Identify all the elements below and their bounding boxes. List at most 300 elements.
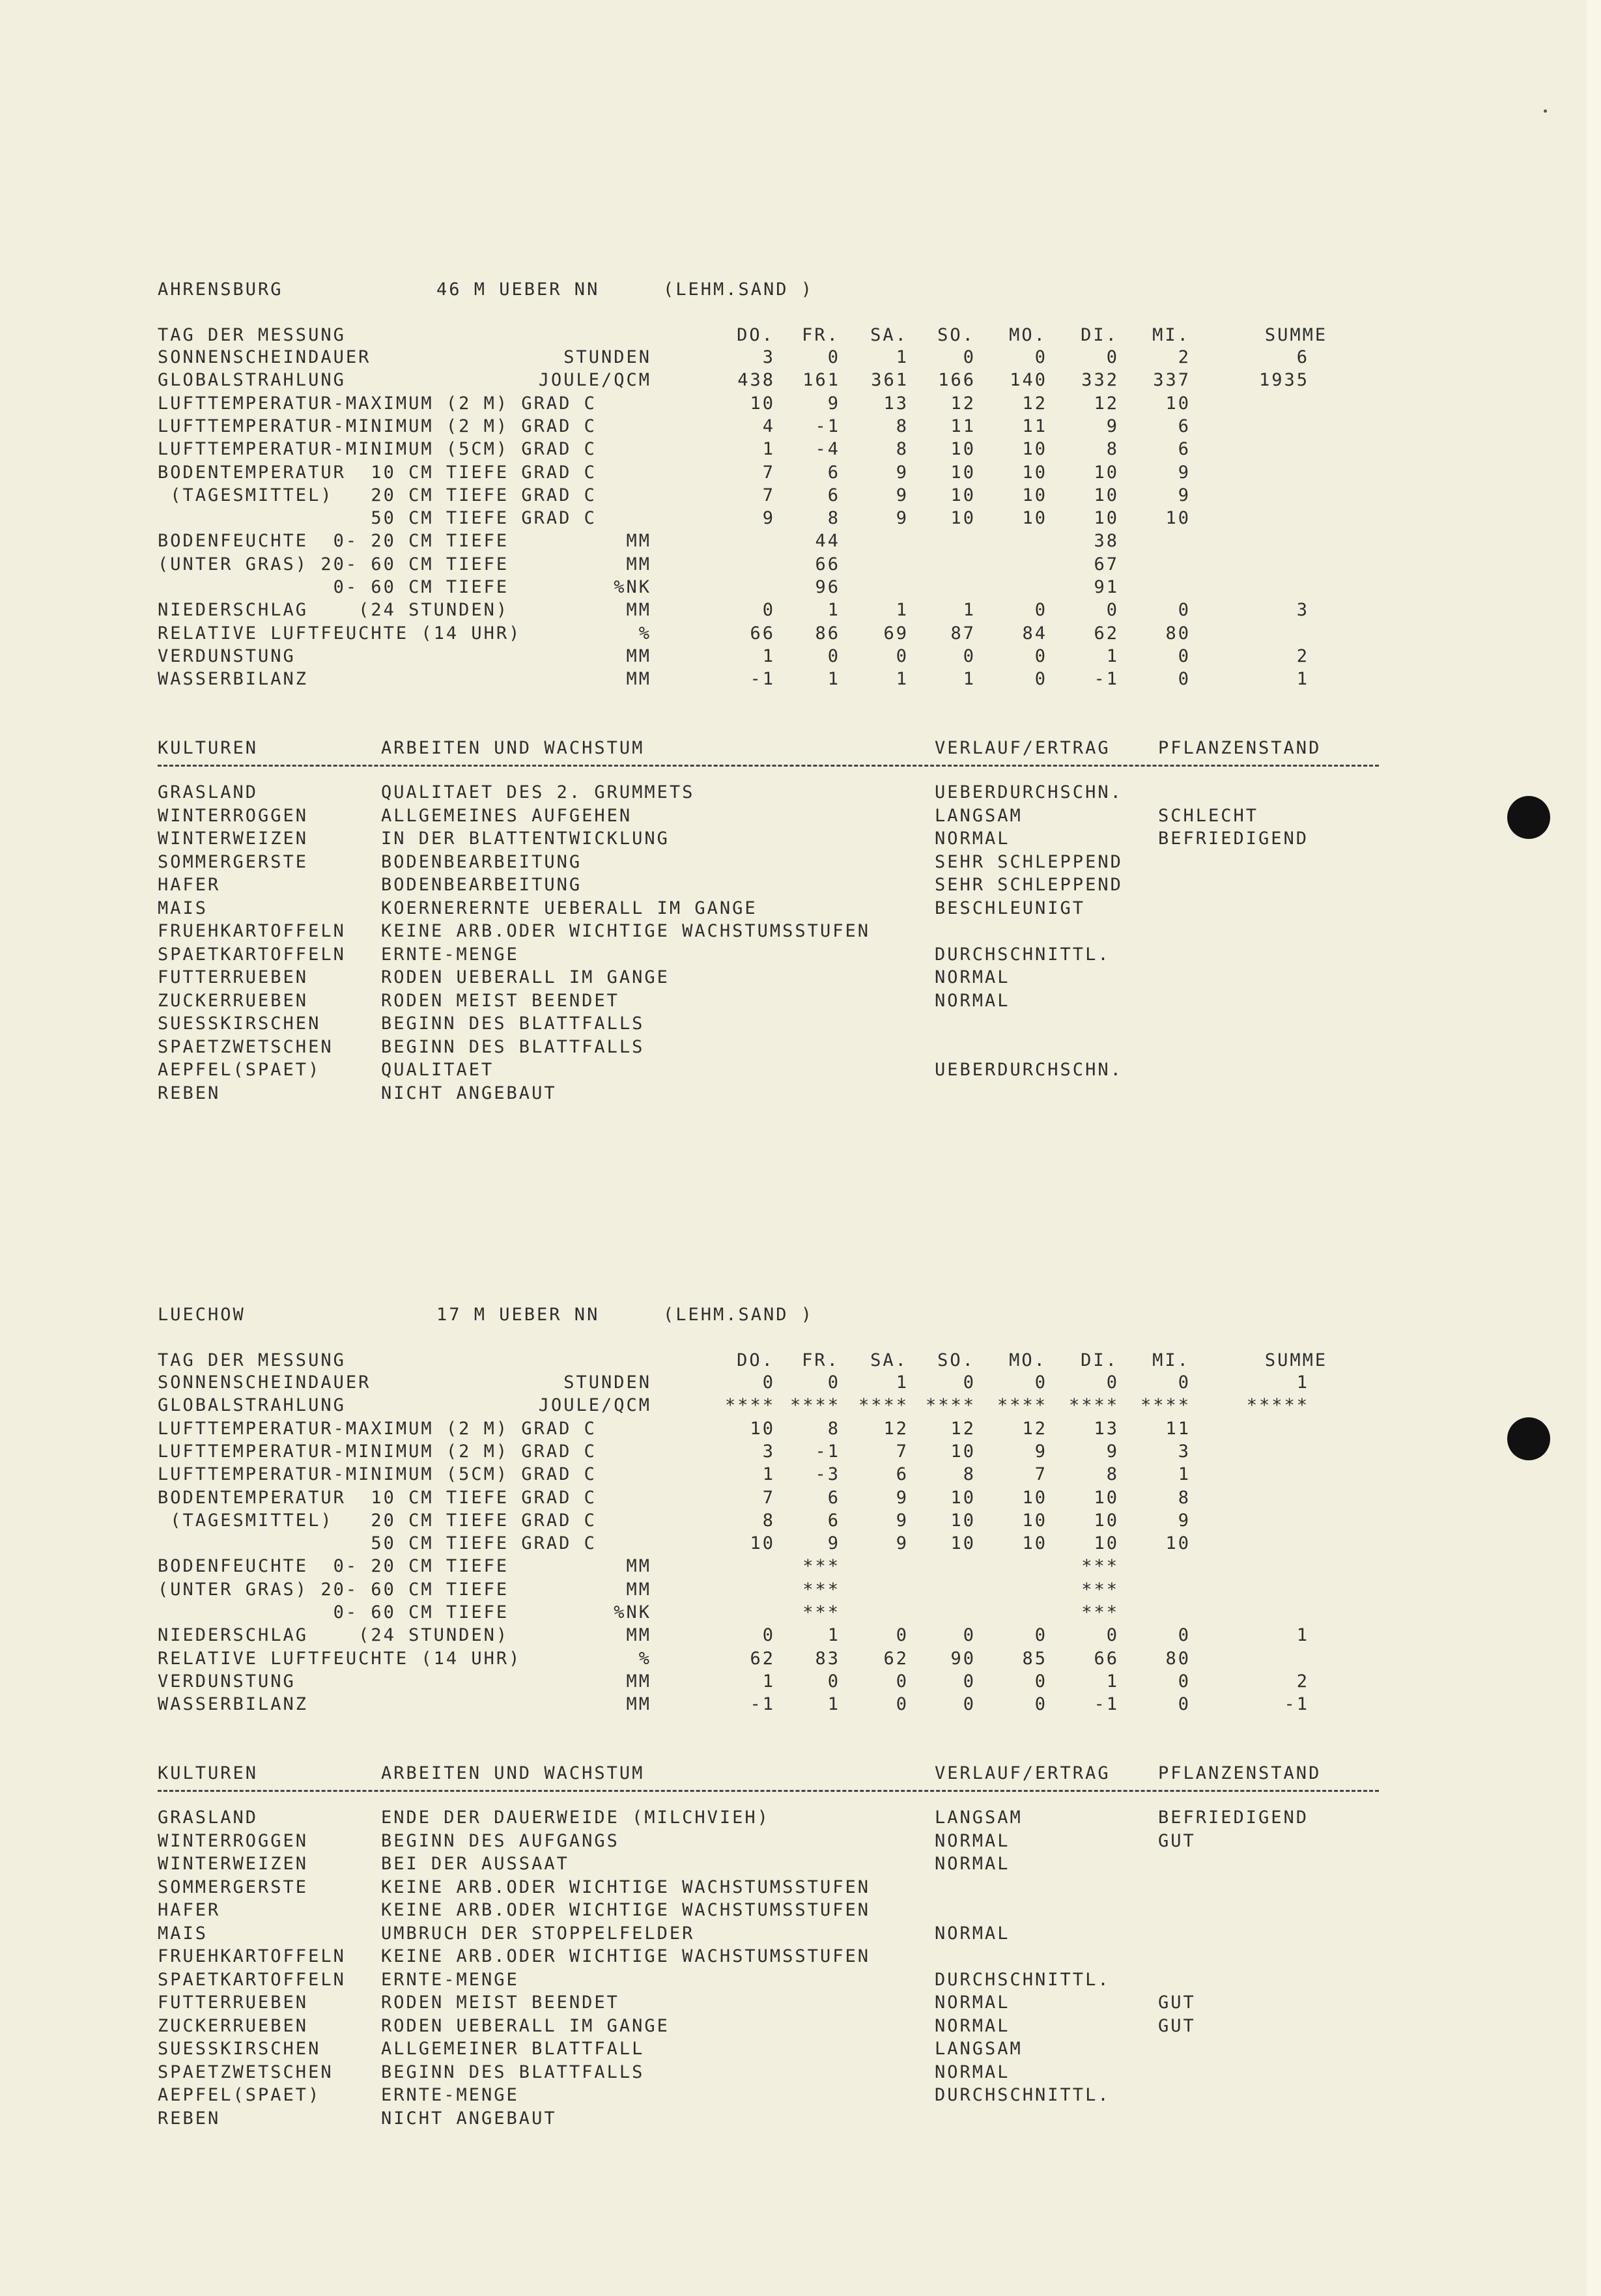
weather-value-cell: 1 bbox=[827, 1625, 840, 1646]
weather-row-label: RELATIVE LUFTFEUCHTE (14 UHR) bbox=[158, 1648, 522, 1669]
crop-work: KEINE ARB.ODER WICHTIGE WACHSTUMSSTUFEN bbox=[381, 921, 870, 941]
day-header: MO. bbox=[1009, 325, 1047, 345]
weather-value-cell: **** bbox=[1068, 1395, 1119, 1416]
crop-work: ALLGEMEINER BLATTFALL bbox=[381, 2039, 645, 2059]
crop-course: SEHR SCHLEPPEND bbox=[935, 875, 1123, 895]
weather-row-label: SONNENSCHEINDAUER bbox=[158, 1372, 371, 1393]
weather-row-label: VERDUNSTUNG bbox=[158, 645, 296, 666]
weather-value-cell: 6 bbox=[827, 462, 840, 483]
weather-value-cell: 69 bbox=[883, 623, 909, 644]
weather-row-unit: JOULE/QCM bbox=[538, 1395, 651, 1416]
weather-value-cell: 0 bbox=[827, 1671, 840, 1692]
crops-header-crop: KULTUREN bbox=[158, 1763, 259, 1783]
crop-course: DURCHSCHNITTL. bbox=[935, 944, 1111, 965]
weather-value-cell: 10 bbox=[950, 1533, 976, 1554]
weather-value-cell: 0 bbox=[963, 645, 976, 666]
weather-value-cell: 0 bbox=[762, 1625, 775, 1646]
crop-work: KEINE ARB.ODER WICHTIGE WACHSTUMSSTUFEN bbox=[381, 1877, 870, 1897]
weather-value-cell: 10 bbox=[950, 439, 976, 460]
crops-header-stand: PFLANZENSTAND bbox=[1158, 738, 1322, 758]
weather-value-cell: 13 bbox=[883, 393, 909, 414]
crop-name: ZUCKERRUEBEN bbox=[158, 990, 309, 1011]
weather-value-cell: 9 bbox=[896, 1487, 909, 1508]
weather-value-cell: 0 bbox=[1034, 600, 1047, 621]
sum-header: SUMME bbox=[1264, 1350, 1328, 1370]
crop-work: ENDE DER DAUERWEIDE (MILCHVIEH) bbox=[381, 1807, 770, 1828]
weather-value-cell: 1 bbox=[827, 600, 840, 621]
crop-name: GRASLAND bbox=[158, 782, 259, 802]
crop-name: FUTTERRUEBEN bbox=[158, 1992, 309, 2013]
separator-line bbox=[158, 1790, 1379, 1792]
crop-work: ERNTE-MENGE bbox=[381, 2085, 519, 2105]
weather-row-unit: STUNDEN bbox=[563, 347, 651, 367]
weather-value-cell: 0 bbox=[1034, 645, 1047, 666]
weather-row-label: 0- 60 CM TIEFE bbox=[158, 1602, 509, 1623]
weather-value-cell: 10 bbox=[1022, 1487, 1047, 1508]
crop-name: MAIS bbox=[158, 1923, 208, 1944]
crop-course: NORMAL bbox=[935, 1854, 1010, 1874]
weather-value-cell: 9 bbox=[896, 508, 909, 529]
weather-value-cell: 0 bbox=[963, 347, 976, 367]
weather-value-cell: 1 bbox=[762, 439, 775, 460]
weather-value-cell: 0 bbox=[1106, 1625, 1119, 1646]
weather-row-label: LUFTTEMPERATUR-MAXIMUM (2 M) GRAD C bbox=[158, 393, 597, 414]
weather-row-label: 50 CM TIEFE GRAD C bbox=[158, 1533, 597, 1554]
crop-work: ERNTE-MENGE bbox=[381, 944, 519, 965]
weather-value-cell: 62 bbox=[883, 1648, 909, 1669]
weather-value-cell: 10 bbox=[950, 508, 976, 529]
weather-value-cell: 1 bbox=[827, 669, 840, 690]
weather-value-cell: 66 bbox=[750, 623, 775, 644]
weather-value-cell: 0 bbox=[963, 1372, 976, 1393]
day-header: FR. bbox=[802, 1350, 840, 1370]
weather-value-cell: 10 bbox=[750, 1533, 775, 1554]
weather-sum-cell: 3 bbox=[1296, 600, 1309, 621]
weather-value-cell: 12 bbox=[950, 1418, 976, 1439]
weather-value-cell: 0 bbox=[1106, 347, 1119, 367]
weather-row-label: RELATIVE LUFTFEUCHTE (14 UHR) bbox=[158, 623, 522, 644]
weather-value-cell: 7 bbox=[762, 485, 775, 505]
weather-value-cell: 438 bbox=[737, 370, 775, 391]
crop-course: BESCHLEUNIGT bbox=[935, 898, 1086, 918]
weather-row-unit: MM bbox=[626, 669, 651, 690]
weather-value-cell: 0 bbox=[827, 645, 840, 666]
weather-sum-cell: 2 bbox=[1296, 645, 1309, 666]
day-header: SO. bbox=[937, 1350, 975, 1370]
weather-value-cell: 9 bbox=[896, 462, 909, 483]
weather-value-cell: 7 bbox=[762, 1487, 775, 1508]
weather-value-cell: **** bbox=[1140, 1395, 1191, 1416]
weather-value-cell: 3 bbox=[762, 1441, 775, 1462]
weather-row-label: LUFTTEMPERATUR-MAXIMUM (2 M) GRAD C bbox=[158, 1418, 597, 1439]
crop-course: NORMAL bbox=[935, 967, 1010, 987]
weather-value-cell: 66 bbox=[1094, 1648, 1119, 1669]
weather-value-cell: 1 bbox=[896, 347, 909, 367]
day-header: DI. bbox=[1081, 1350, 1118, 1370]
crop-name: AEPFEL(SPAET) bbox=[158, 1060, 321, 1080]
weather-value-cell: 9 bbox=[1178, 462, 1191, 483]
weather-value-cell: *** bbox=[1081, 1602, 1119, 1623]
weather-value-cell: 6 bbox=[827, 485, 840, 505]
weather-value-cell: -1 bbox=[750, 669, 775, 690]
weather-value-cell: 12 bbox=[883, 1418, 909, 1439]
weather-value-cell: *** bbox=[802, 1556, 840, 1577]
weather-value-cell: 8 bbox=[896, 416, 909, 436]
weather-value-cell: 3 bbox=[1178, 1441, 1191, 1462]
day-header: SA. bbox=[870, 1350, 908, 1370]
crop-name: MAIS bbox=[158, 898, 208, 918]
crop-course: SEHR SCHLEPPEND bbox=[935, 851, 1123, 872]
weather-value-cell: 0 bbox=[1178, 1671, 1191, 1692]
weather-value-cell: -3 bbox=[815, 1464, 840, 1485]
weather-value-cell: 3 bbox=[762, 347, 775, 367]
crop-course: UEBERDURCHSCHN. bbox=[935, 782, 1123, 802]
crop-name: GRASLAND bbox=[158, 1807, 259, 1828]
crop-course: NORMAL bbox=[935, 1992, 1010, 2013]
weather-value-cell: 0 bbox=[896, 1694, 909, 1715]
weather-value-cell: 0 bbox=[1034, 1372, 1047, 1393]
weather-value-cell: **** bbox=[858, 1395, 909, 1416]
weather-value-cell: **** bbox=[789, 1395, 840, 1416]
weather-value-cell: 87 bbox=[950, 623, 976, 644]
crop-course: DURCHSCHNITTL. bbox=[935, 2085, 1111, 2105]
weather-value-cell: 84 bbox=[1022, 623, 1047, 644]
crop-name: WINTERWEIZEN bbox=[158, 829, 309, 849]
weather-row-label: (TAGESMITTEL) 20 CM TIEFE GRAD C bbox=[158, 1510, 597, 1531]
station-name: LUECHOW bbox=[158, 1305, 246, 1325]
weather-row-label: LUFTTEMPERATUR-MINIMUM (2 M) GRAD C bbox=[158, 416, 597, 436]
weather-value-cell: 96 bbox=[815, 577, 840, 597]
weather-value-cell: 6 bbox=[827, 1487, 840, 1508]
crop-work: QUALITAET bbox=[381, 1060, 494, 1080]
station-elevation: 46 M UEBER NN bbox=[436, 279, 600, 300]
crop-name: FUTTERRUEBEN bbox=[158, 967, 309, 987]
weather-row-label: WASSERBILANZ bbox=[158, 669, 309, 690]
weather-value-cell: 91 bbox=[1094, 577, 1119, 597]
weather-row-label: BODENFEUCHTE 0- 20 CM TIEFE bbox=[158, 531, 509, 552]
paper-speck bbox=[1544, 109, 1547, 113]
crops-header-course: VERLAUF/ERTRAG bbox=[935, 1763, 1111, 1783]
weather-value-cell: 0 bbox=[1178, 1372, 1191, 1393]
weather-row-unit: %NK bbox=[614, 1602, 651, 1623]
crop-work: UMBRUCH DER STOPPELFELDER bbox=[381, 1923, 695, 1944]
crop-name: SOMMERGERSTE bbox=[158, 1877, 309, 1897]
weather-value-cell: 11 bbox=[1022, 416, 1047, 436]
weather-value-cell: 85 bbox=[1022, 1648, 1047, 1669]
weather-value-cell: 10 bbox=[1094, 1533, 1119, 1554]
weather-value-cell: 9 bbox=[827, 393, 840, 414]
weather-value-cell: 44 bbox=[815, 531, 840, 552]
weather-value-cell: 10 bbox=[1165, 1533, 1191, 1554]
weather-value-cell: 0 bbox=[1106, 1372, 1119, 1393]
weather-value-cell: 1 bbox=[762, 645, 775, 666]
weather-value-cell: 0 bbox=[963, 1694, 976, 1715]
weather-value-cell: **** bbox=[997, 1395, 1047, 1416]
weather-value-cell: 0 bbox=[1034, 1625, 1047, 1646]
weather-value-cell: 10 bbox=[1022, 1533, 1047, 1554]
crop-name: SPAETKARTOFFELN bbox=[158, 1969, 346, 1990]
weather-value-cell: 12 bbox=[950, 393, 976, 414]
weather-value-cell: **** bbox=[724, 1395, 775, 1416]
weather-value-cell: *** bbox=[1081, 1579, 1119, 1600]
weather-value-cell: -1 bbox=[815, 1441, 840, 1462]
weather-row-label: GLOBALSTRAHLUNG bbox=[158, 1395, 346, 1416]
page-edge bbox=[1587, 0, 1601, 2296]
weather-value-cell: 10 bbox=[1165, 393, 1191, 414]
crop-work: NICHT ANGEBAUT bbox=[381, 1083, 557, 1103]
crop-work: BEGINN DES AUFGANGS bbox=[381, 1830, 619, 1851]
crop-work: BEGINN DES BLATTFALLS bbox=[381, 1013, 645, 1034]
weather-value-cell: **** bbox=[925, 1395, 976, 1416]
weather-sum-cell: ***** bbox=[1246, 1395, 1309, 1416]
weather-row-unit: % bbox=[638, 623, 651, 644]
weather-value-cell: 0 bbox=[1106, 600, 1119, 621]
weather-value-cell: 1 bbox=[1106, 1671, 1119, 1692]
day-header: MI. bbox=[1152, 325, 1190, 345]
weather-value-cell: 66 bbox=[815, 554, 840, 574]
crop-course: NORMAL bbox=[935, 2062, 1010, 2082]
crop-name: SUESSKIRSCHEN bbox=[158, 1013, 321, 1034]
crop-course: NORMAL bbox=[935, 990, 1010, 1011]
weather-value-cell: 0 bbox=[762, 600, 775, 621]
weather-value-cell: 7 bbox=[762, 462, 775, 483]
weather-value-cell: 361 bbox=[871, 370, 909, 391]
crop-work: KOERNERERNTE UEBERALL IM GANGE bbox=[381, 898, 758, 918]
measurement-header-label: TAG DER MESSUNG bbox=[158, 1350, 346, 1370]
weather-value-cell: 10 bbox=[1094, 462, 1119, 483]
weather-row-label: SONNENSCHEINDAUER bbox=[158, 347, 371, 367]
weather-row-label: LUFTTEMPERATUR-MINIMUM (5CM) GRAD C bbox=[158, 1464, 597, 1485]
weather-row-label: (TAGESMITTEL) 20 CM TIEFE GRAD C bbox=[158, 485, 597, 505]
crop-course: DURCHSCHNITTL. bbox=[935, 1969, 1111, 1990]
weather-value-cell: 10 bbox=[1094, 1487, 1119, 1508]
weather-value-cell: 8 bbox=[762, 1510, 775, 1531]
crop-work: ALLGEMEINES AUFGEHEN bbox=[381, 805, 632, 826]
weather-value-cell: 4 bbox=[762, 416, 775, 436]
crops-header-work: ARBEITEN UND WACHSTUM bbox=[381, 738, 645, 758]
weather-value-cell: 13 bbox=[1094, 1418, 1119, 1439]
crop-name: HAFER bbox=[158, 1900, 221, 1920]
day-header: DO. bbox=[737, 1350, 774, 1370]
crop-work: RODEN MEIST BEENDET bbox=[381, 1992, 619, 2013]
weather-value-cell: 6 bbox=[1178, 416, 1191, 436]
weather-row-unit: STUNDEN bbox=[563, 1372, 651, 1393]
weather-row-unit: MM bbox=[626, 1579, 651, 1600]
weather-value-cell: 10 bbox=[750, 393, 775, 414]
crop-work: QUALITAET DES 2. GRUMMETS bbox=[381, 782, 695, 802]
crop-stand: SCHLECHT bbox=[1158, 805, 1259, 826]
weather-value-cell: 10 bbox=[950, 462, 976, 483]
crop-stand: GUT bbox=[1158, 2015, 1196, 2036]
weather-value-cell: 0 bbox=[963, 1625, 976, 1646]
crop-name: SPAETKARTOFFELN bbox=[158, 944, 346, 965]
weather-value-cell: -4 bbox=[815, 439, 840, 460]
crop-name: AEPFEL(SPAET) bbox=[158, 2085, 321, 2105]
weather-value-cell: 9 bbox=[1106, 416, 1119, 436]
weather-value-cell: 62 bbox=[750, 1648, 775, 1669]
weather-row-unit: MM bbox=[626, 554, 651, 574]
crop-stand: GUT bbox=[1158, 1830, 1196, 1851]
weather-value-cell: 0 bbox=[1178, 1625, 1191, 1646]
weather-value-cell: 80 bbox=[1165, 1648, 1191, 1669]
weather-value-cell: 10 bbox=[950, 1441, 976, 1462]
station-elevation: 17 M UEBER NN bbox=[436, 1305, 600, 1325]
weather-value-cell: 9 bbox=[1178, 485, 1191, 505]
crop-name: REBEN bbox=[158, 1083, 221, 1103]
day-header: FR. bbox=[802, 325, 840, 345]
weather-value-cell: -1 bbox=[1094, 1694, 1119, 1715]
weather-value-cell: 1 bbox=[762, 1464, 775, 1485]
weather-value-cell: 11 bbox=[950, 416, 976, 436]
weather-row-unit: MM bbox=[626, 1556, 651, 1577]
weather-value-cell: 6 bbox=[827, 1510, 840, 1531]
crop-work: RODEN MEIST BEENDET bbox=[381, 990, 619, 1011]
weather-value-cell: 9 bbox=[1106, 1441, 1119, 1462]
weather-value-cell: 9 bbox=[896, 1533, 909, 1554]
measurement-header-label: TAG DER MESSUNG bbox=[158, 325, 346, 345]
weather-value-cell: 0 bbox=[827, 347, 840, 367]
weather-value-cell: 9 bbox=[1034, 1441, 1047, 1462]
day-header: DI. bbox=[1081, 325, 1118, 345]
weather-value-cell: 8 bbox=[1178, 1487, 1191, 1508]
weather-row-label: NIEDERSCHLAG (24 STUNDEN) bbox=[158, 600, 509, 621]
punch-hole-bottom bbox=[1507, 1417, 1550, 1460]
crop-stand: BEFRIEDIGEND bbox=[1158, 1807, 1309, 1828]
weather-value-cell: 10 bbox=[750, 1418, 775, 1439]
weather-value-cell: 83 bbox=[815, 1648, 840, 1669]
weather-value-cell: 12 bbox=[1022, 393, 1047, 414]
weather-row-unit: JOULE/QCM bbox=[538, 370, 651, 391]
weather-value-cell: 337 bbox=[1153, 370, 1191, 391]
crop-work: BEGINN DES BLATTFALLS bbox=[381, 1036, 645, 1057]
weather-value-cell: 10 bbox=[1022, 1510, 1047, 1531]
weather-value-cell: 6 bbox=[1178, 439, 1191, 460]
weather-value-cell: 10 bbox=[1022, 485, 1047, 505]
weather-value-cell: 10 bbox=[950, 1510, 976, 1531]
weather-value-cell: 0 bbox=[896, 645, 909, 666]
crop-name: SPAETZWETSCHEN bbox=[158, 1036, 333, 1057]
weather-value-cell: 0 bbox=[1034, 669, 1047, 690]
weather-value-cell: 0 bbox=[963, 1671, 976, 1692]
weather-value-cell: 0 bbox=[762, 1372, 775, 1393]
weather-value-cell: 8 bbox=[827, 1418, 840, 1439]
weather-row-label: (UNTER GRAS) 20- 60 CM TIEFE bbox=[158, 1579, 509, 1600]
weather-value-cell: -1 bbox=[815, 416, 840, 436]
weather-value-cell: 10 bbox=[1022, 508, 1047, 529]
weather-value-cell: 10 bbox=[1094, 485, 1119, 505]
weather-value-cell: 0 bbox=[896, 1625, 909, 1646]
weather-row-label: BODENTEMPERATUR 10 CM TIEFE GRAD C bbox=[158, 462, 597, 483]
weather-row-label: LUFTTEMPERATUR-MINIMUM (5CM) GRAD C bbox=[158, 439, 597, 460]
day-header: SO. bbox=[937, 325, 975, 345]
weather-value-cell: 0 bbox=[1178, 645, 1191, 666]
crop-work: BODENBEARBEITUNG bbox=[381, 875, 582, 895]
crop-work: ERNTE-MENGE bbox=[381, 1969, 519, 1990]
weather-value-cell: *** bbox=[802, 1579, 840, 1600]
weather-row-unit: MM bbox=[626, 1694, 651, 1715]
weather-value-cell: 11 bbox=[1165, 1418, 1191, 1439]
weather-value-cell: 12 bbox=[1022, 1418, 1047, 1439]
weather-value-cell: 0 bbox=[896, 1671, 909, 1692]
soil-type: (LEHM.SAND ) bbox=[663, 1305, 814, 1325]
weather-value-cell: 0 bbox=[1034, 347, 1047, 367]
punch-hole-top bbox=[1507, 796, 1550, 839]
weather-value-cell: 140 bbox=[1010, 370, 1047, 391]
crops-header-course: VERLAUF/ERTRAG bbox=[935, 738, 1111, 758]
weather-row-label: WASSERBILANZ bbox=[158, 1694, 309, 1715]
weather-value-cell: 10 bbox=[1094, 1510, 1119, 1531]
weather-row-label: (UNTER GRAS) 20- 60 CM TIEFE bbox=[158, 554, 509, 574]
weather-value-cell: 161 bbox=[802, 370, 840, 391]
weather-value-cell: 86 bbox=[815, 623, 840, 644]
weather-value-cell: 0 bbox=[1034, 1694, 1047, 1715]
weather-sum-cell: 2 bbox=[1296, 1671, 1309, 1692]
weather-value-cell: 9 bbox=[762, 508, 775, 529]
weather-value-cell: 6 bbox=[896, 1464, 909, 1485]
crop-name: ZUCKERRUEBEN bbox=[158, 2015, 309, 2036]
crop-work: KEINE ARB.ODER WICHTIGE WACHSTUMSSTUFEN bbox=[381, 1900, 870, 1920]
weather-row-label: GLOBALSTRAHLUNG bbox=[158, 370, 346, 391]
weather-value-cell: 8 bbox=[896, 439, 909, 460]
weather-value-cell: 166 bbox=[938, 370, 976, 391]
crops-header-stand: PFLANZENSTAND bbox=[1158, 1763, 1322, 1783]
crop-name: SUESSKIRSCHEN bbox=[158, 2039, 321, 2059]
weather-value-cell: 10 bbox=[1165, 508, 1191, 529]
weather-value-cell: 10 bbox=[950, 485, 976, 505]
weather-value-cell: 0 bbox=[1178, 1694, 1191, 1715]
crops-header-crop: KULTUREN bbox=[158, 738, 259, 758]
crop-name: WINTERROGGEN bbox=[158, 1830, 309, 1851]
weather-value-cell: 0 bbox=[1178, 600, 1191, 621]
weather-value-cell: 10 bbox=[950, 1487, 976, 1508]
weather-value-cell: 9 bbox=[1178, 1510, 1191, 1531]
crop-name: FRUEHKARTOFFELN bbox=[158, 1946, 346, 1966]
weather-value-cell: 90 bbox=[950, 1648, 976, 1669]
weather-value-cell: 1 bbox=[827, 1694, 840, 1715]
weather-row-label: BODENTEMPERATUR 10 CM TIEFE GRAD C bbox=[158, 1487, 597, 1508]
separator-line bbox=[158, 765, 1379, 767]
day-header: MO. bbox=[1009, 1350, 1047, 1370]
weather-row-unit: MM bbox=[626, 1671, 651, 1692]
crop-name: WINTERWEIZEN bbox=[158, 1854, 309, 1874]
weather-value-cell: 38 bbox=[1094, 531, 1119, 552]
crop-work: IN DER BLATTENTWICKLUNG bbox=[381, 829, 670, 849]
weather-value-cell: 8 bbox=[1106, 439, 1119, 460]
crop-stand: GUT bbox=[1158, 1992, 1196, 2013]
crop-work: BODENBEARBEITUNG bbox=[381, 851, 582, 872]
weather-row-unit: MM bbox=[626, 1625, 651, 1646]
weather-row-label: BODENFEUCHTE 0- 20 CM TIEFE bbox=[158, 1556, 509, 1577]
weather-value-cell: 2 bbox=[1178, 347, 1191, 367]
weather-value-cell: 8 bbox=[827, 508, 840, 529]
crop-name: FRUEHKARTOFFELN bbox=[158, 921, 346, 941]
weather-row-unit: MM bbox=[626, 645, 651, 666]
crop-name: WINTERROGGEN bbox=[158, 805, 309, 826]
day-header: MI. bbox=[1152, 1350, 1190, 1370]
weather-value-cell: 7 bbox=[896, 1441, 909, 1462]
weather-value-cell: -1 bbox=[750, 1694, 775, 1715]
weather-value-cell: 9 bbox=[896, 1510, 909, 1531]
weather-value-cell: 0 bbox=[827, 1372, 840, 1393]
weather-value-cell: 1 bbox=[896, 600, 909, 621]
weather-value-cell: 12 bbox=[1094, 393, 1119, 414]
weather-row-unit: MM bbox=[626, 600, 651, 621]
crop-name: SOMMERGERSTE bbox=[158, 851, 309, 872]
weather-value-cell: *** bbox=[802, 1602, 840, 1623]
weather-value-cell: 1 bbox=[896, 669, 909, 690]
weather-row-label: 0- 60 CM TIEFE bbox=[158, 577, 509, 597]
crop-course: LANGSAM bbox=[935, 805, 1023, 826]
